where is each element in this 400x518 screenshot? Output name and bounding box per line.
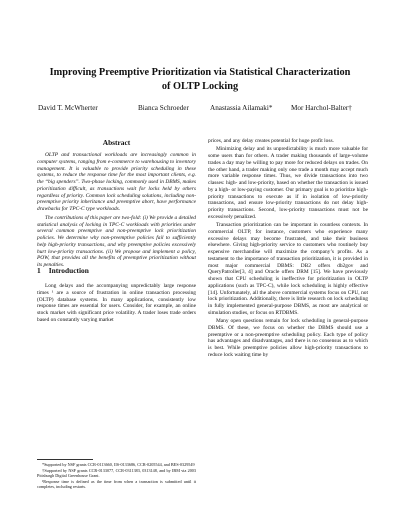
author-name: Mor Harchol-Balter† xyxy=(291,104,352,112)
right-column xyxy=(208,138,368,359)
section-number: 1 xyxy=(37,266,41,275)
section-heading xyxy=(37,266,89,275)
abstract-paragraph: OLTP and transactional workloads are increasingly common in computer systems, ranging from e-commerce to warehousing to inventory management. It is valuable to provide priority scheduling in these systems, to reduce the response time for the most important clients, e.g. the “big spenders”. Two-phase locking, commonly used in DBMS, makes prioritization difficult, as transactions wait for locks held by others regardless of priority. Common lock scheduling solutions, including non-preemptive priority inheritance and preemptive abort, have performance drawbacks for TPC-C type workloads. xyxy=(37,152,196,212)
footnote: †Supported by NSF grants CCR-0133077, CCR-0311383, 0313148, and by IBM via 2003 Pittsburgh Digital Greenhouse Grant. xyxy=(37,467,196,479)
body-paragraph: Minimizing delay and its unpredictability is much more valuable for some users than for others. A trader making thousands of large-volume trades a day may be willing to pay more for reduced delays on trades. On the other hand, a trader making only one trade a month may accept much more variable response times. Thus, we divide transactions into two classes: high- and low-priority, based on whether the transaction is issued by a high- or low-paying customer. Our primary goal is to prioritize high-priority transactions to execute as if in isolation of low-priority transactions, and ensure low-priority transactions do not delay high-priority transactions. Second, low-priority transactions must not be excessively penalized. xyxy=(208,146,368,220)
body-paragraph: prices, and any delay creates potential for huge profit loss. xyxy=(208,138,334,144)
author-name: Anastassia Ailamaki* xyxy=(210,104,273,112)
author-name: Bianca Schroeder xyxy=(138,104,189,112)
body-paragraph: Transaction prioritization can be important in countless contexts. In commercial OLTP, for instance, customers who experience many excessive delays may become frustrated, and take their business elsewhere. Giving high-priority service to customers who routinely buy expensive merchandise will maximize the company’s profits. As a testament to the importance of transaction prioritization, it is provided in most major commercial DBMS: DB2 offers db2gov and QueryPatroller[3, 4] and Oracle offers DRM [15]. We have previously shown that CPU scheduling is ineffective for prioritization in OLTP applications (such as TPC-C), while lock scheduling is highly effective [14]. Unfortunately, all the above commercial systems focus on CPU, not lock prioritization. Additionally, there is little research on lock scheduling in fully implemented general-purpose DBMS, as most are analytical or simulation studies, or focus on RTDBMS. xyxy=(208,222,368,316)
author-list xyxy=(38,104,368,116)
title-line-2: of OLTP Locking xyxy=(161,80,239,92)
title-line-1: Improving Preemptive Prioritization via Statistical Characterization xyxy=(49,67,351,78)
body-paragraph: Many open questions remain for lock scheduling in general-purpose DBMS. Of these, we focus on whether the DBMS should use a preemptive or a non-preemptive scheduling policy. Each type of policy has advantages and disadvantages, and there is no consensus as to which is best. While preemptive policies allow high-priority transactions to reduce lock waiting time by xyxy=(208,318,368,358)
intro-left-column xyxy=(37,283,196,324)
footnote: ¹Response time is defined as the time from when a transaction is submitted until it completes, including restarts. xyxy=(37,479,196,490)
body-paragraph: Long delays and the accompanying unpredictably large response times ¹ are a source of frustration in online transaction processing (OLTP) database systems. In many applications, consistently low response times are essential for users. Consider, for example, an online stock market with significant price volatility. A trader loses trade orders based on constantly varying market xyxy=(37,283,196,323)
abstract-heading: Abstract xyxy=(102,138,131,147)
footnote: *Supported by NSF grants CCR-0113660, IIS-0133686, CCR-0205544, and BES-0329549 xyxy=(42,462,195,467)
paper-title xyxy=(20,66,380,93)
footnotes xyxy=(37,462,196,490)
footnote-rule xyxy=(37,459,93,460)
author-name: David T. McWherter xyxy=(38,104,98,112)
section-title: Introduction xyxy=(48,266,89,275)
abstract-paragraph: The contributions of this paper are two-fold: (i) We provide a detailed statistical analysis of locking in TPC-C workloads with priorities under several common preemptive and non-preemptive lock prioritization policies. We determine why non-preemptive policies fail to sufficiently help high-priority transactions, and why preemptive policies excessively hurt low-priority transactions. (ii) We propose and implement a policy, POW, that provides all the benefits of preemptive prioritization without its penalties. xyxy=(37,214,196,268)
abstract-body xyxy=(37,152,196,269)
